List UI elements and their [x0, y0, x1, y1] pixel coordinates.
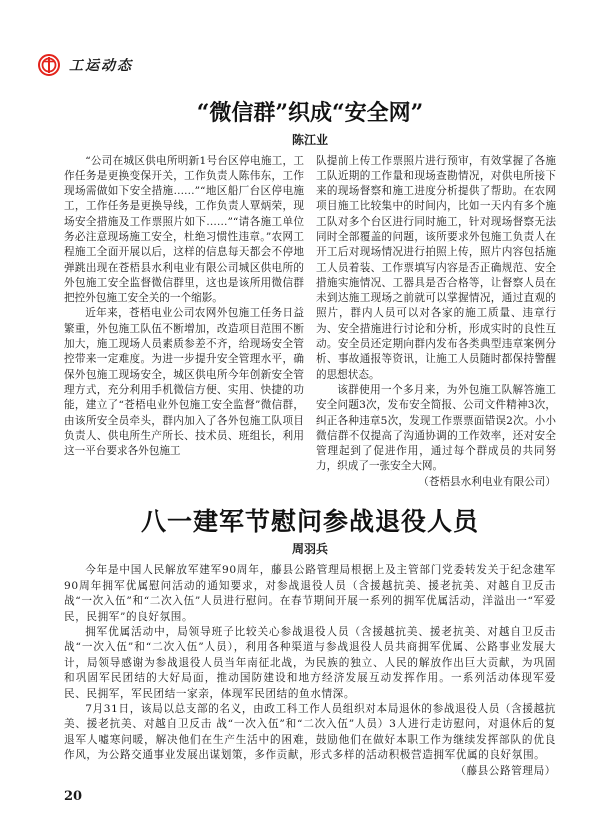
section-title: 工运动态 [69, 58, 133, 74]
paragraph: 队提前上传工作票照片进行预审，有效掌握了各施工队近期的工作量和现场查勘情况，对供电所接下来的现场督察和施工进度分析提供了帮助。在农网项目施工比较集中的时间内，比如一天内有多个施工队对多个台区进行同时施工，针对现场督察无法同时全部覆盖的问题，该所要求外包施工负责人在开工后对现场情况进行拍照上传，照片内容包括施工人员着装、工作票填写内容是否正确规范、安全措施实施情况、工器具是否合格等，让督察人员在未到达施工现场之前就可以掌握情况，通过直观的照片，群内人员可以对各家的施工质量、违章行为、安全措施进行讨论和分析，形成实时的良性互动。安全员还定期向群内发布各类典型违章案例分析、事故通报等资讯，让施工人员随时都保持警醒的思想状态。 [316, 154, 556, 381]
article2-author: 周羽兵 [291, 542, 328, 557]
article1-title: “微信群”织成“安全网” [196, 100, 424, 126]
paragraph: 7月31日，该局以总支部的名义，由政工科工作人员组织对本局退休的参战退役人员（含援越抗美、援老抗美、对越自卫反击 战“一次入伍”和“二次入伍”人员）3人进行走访慰问，对退休后的复退军人嘘寒问暖，解决他们在生产生活中的困难，鼓励他们在做好本职工作为继续发挥部队的优良作风，为公路交通事业发展出谋划策，多作贡献，形式多样的活动积极营造拥军优属的良好氛围。 [64, 702, 556, 762]
paragraph: 今年是中国人民解放军建军90周年，藤县公路管理局根据上及主管部门党委转发关于纪念建军90周年拥军优属慰问活动的通知要求，对参战退役人员（含援越抗美、援老抗美、对越自卫反击 战“一次入伍”和“二次入伍”人员进行慰问。在春节期间开展一系列的拥军优属活动，洋溢出一“军爱民，民拥军”的良好氛围。 [64, 564, 556, 623]
article2-body [64, 563, 556, 779]
article2-title: 八一建军节慰问参战退役人员 [140, 507, 479, 537]
paragraph: 近年来，苍梧电业公司农网外包施工任务日益繁重，外包施工队伍不断增加，改造项目范围不断加大，施工现场人员素质参差不齐，给现场安全管控带来一定难度。为进一步提升安全管理水平，确保外包施工现场安全，城区供电所今年创新安全管理方式，充分利用手机微信方便、实用、快捷的功能，建立了“苍梧电业外包施工安全监督”微信群，由该所安全员牵头，群内加入了各外包施工队项目负责人、供电所生产所长、技术员、班组长，利用这一平台要求各外包施工 [64, 307, 304, 458]
union-logo-icon [38, 54, 60, 76]
paragraph [316, 383, 556, 488]
article1-left-column [64, 154, 304, 460]
paragraph-text: 该群使用一个多月来，为外包施工队解答施工安全问题3次，发布安全简报、公司文件精神3次，纠正各种违章5次，发现工作票票面错误2次。小小微信群不仅提高了沟通协调的工作效率，还对安全管理起到了促进作用，通过每个群成员的共同努力，织成了一张安全大网。 [316, 383, 556, 473]
article1-right-column [316, 154, 556, 491]
article2-source: （藤县公路管理局） [455, 764, 556, 777]
article1-columns [64, 154, 556, 491]
paragraph: “公司在城区供电所明新1号台区停电施工，工作任务是更换变保开关，工作负责人陈伟东，工作现场需做如下安全措施……”“地区船厂台区停电施工，工作任务是更换导线，工作负责人覃炳荣，现场安全措施及工作票照片如下……”“请各施工单位务必注意现场施工安全，杜绝习惯性违章。”农网工程施工全面开展以后，这样的信息每天都会不停地弹跳出现在苍梧县水利电业有限公司城区供电所的外包施工安全监督微信群里，这也是该所用微信群把控外包施工安全关的一个缩影。 [64, 154, 304, 305]
paragraph: 拥军优属活动中，局领导班子比较关心参战退役人员（含援越抗美、援老抗美、对越自卫反击战“一次入伍”和“二次入伍”人员），利用各种渠道与参战退役人员共商拥军优属、公路事业发展大计，局领导感谢为参战退役人员当年南征北战，为民族的独立、人民的解放作出巨大贡献，为巩固和巩固军民团结的大好局面，推动国防建设和地方经济发展互动发挥作用。一系列活动体现军爱民、民拥军，军民团结一家亲，体现军民团结的鱼水情深。 [64, 625, 556, 700]
article1-author: 陈江业 [291, 132, 328, 147]
article1-source: （苍梧县水利电业有限公司） [418, 475, 556, 488]
section-header [38, 54, 556, 76]
page-number: 20 [64, 788, 83, 804]
